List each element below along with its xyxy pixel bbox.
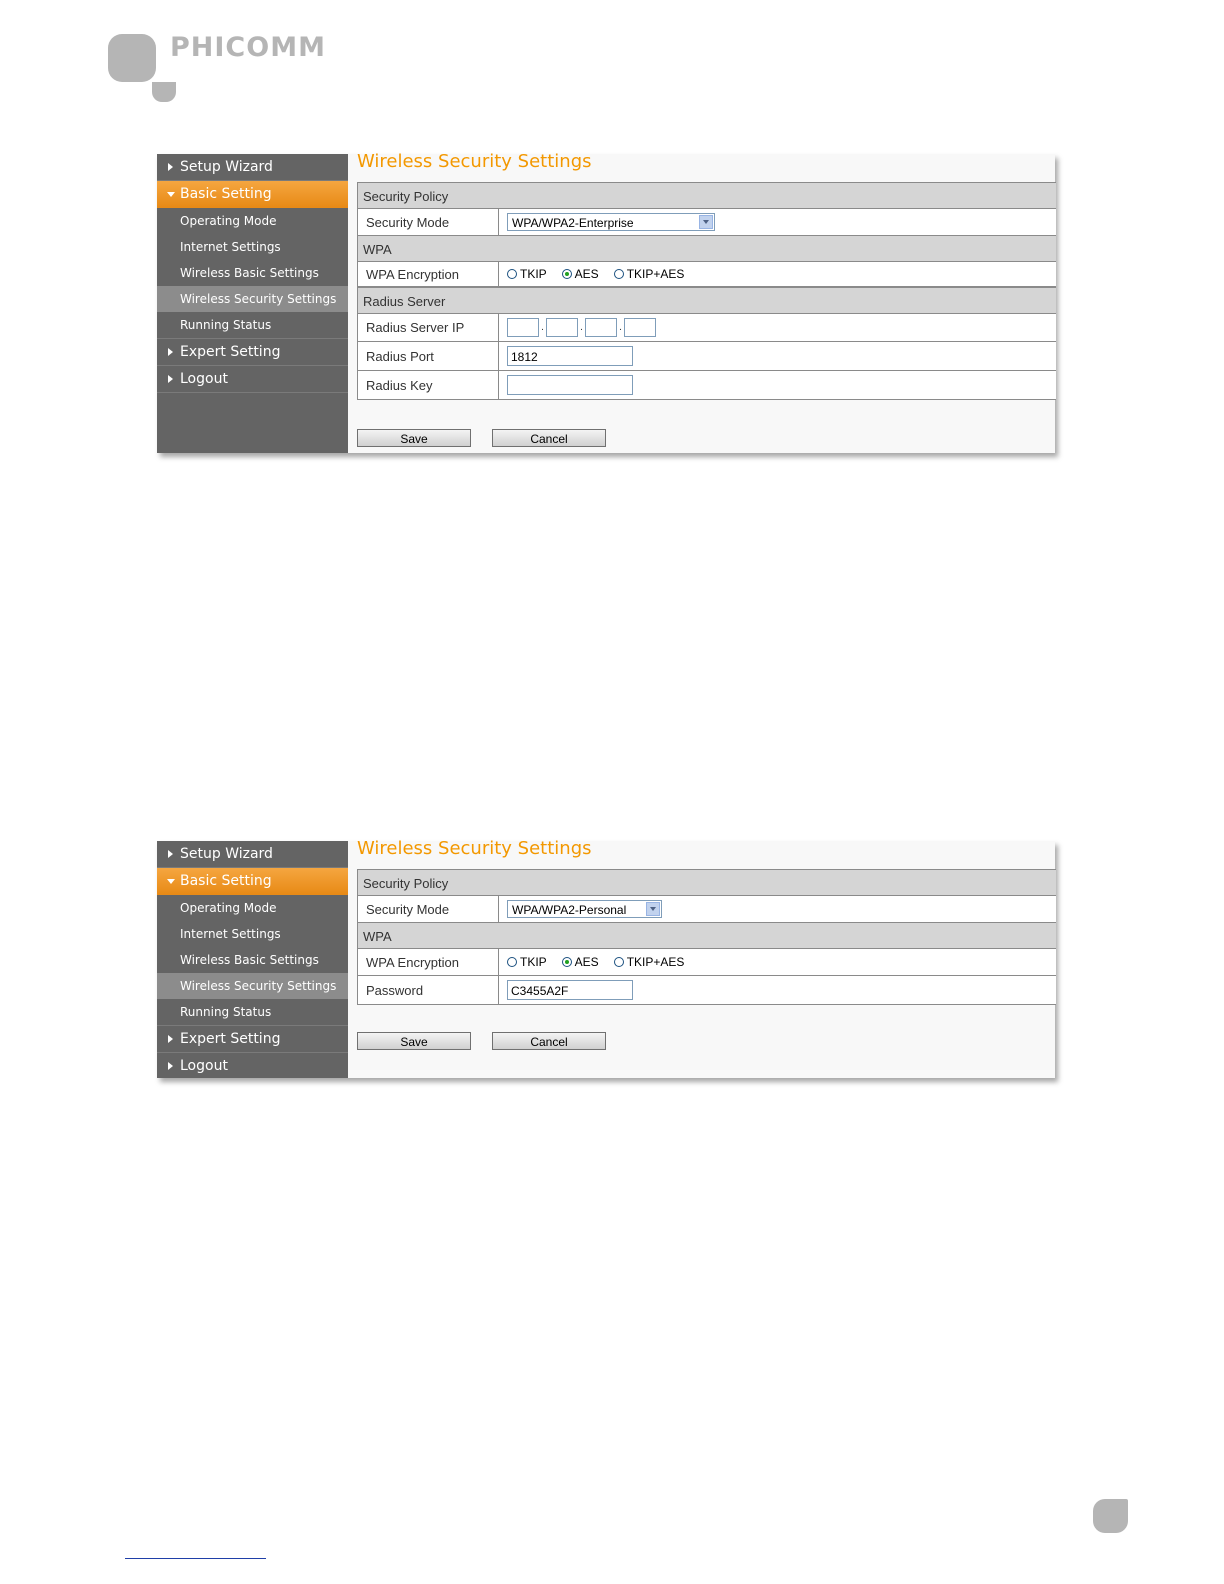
nav-wireless-basic-settings[interactable]: Wireless Basic Settings — [180, 953, 319, 967]
security-mode-value: WPA/WPA2-Personal — [512, 903, 627, 917]
sidebar — [157, 841, 348, 1078]
logo-text: PHICOMM — [170, 32, 326, 63]
radio-tkip-aes-label: TKIP+AES — [626, 267, 685, 281]
radio-tkip-label: TKIP — [520, 267, 547, 281]
nav-label: Basic Setting — [180, 186, 272, 202]
nav-wireless-basic-settings[interactable]: Wireless Basic Settings — [180, 266, 319, 280]
router-panel-personal — [157, 838, 1055, 1078]
security-mode-label: Security Mode — [358, 896, 499, 922]
wpa-encryption-label: WPA Encryption — [358, 949, 499, 975]
ip-separator: . — [541, 322, 544, 333]
password-label: Password — [358, 976, 499, 1004]
radius-ip-octet-1[interactable] — [507, 318, 539, 337]
nav-label: Setup Wizard — [180, 846, 273, 862]
nav-setup-wizard[interactable] — [157, 154, 348, 181]
nav-basic-setting[interactable] — [157, 868, 348, 895]
radius-port-input[interactable]: 1812 — [507, 346, 633, 366]
cancel-button[interactable]: Cancel — [492, 429, 606, 447]
settings-table — [357, 869, 1056, 1005]
radius-port-label: Radius Port — [358, 342, 499, 370]
radius-ip-octet-3[interactable] — [585, 318, 617, 337]
radius-ip-octet-2[interactable] — [546, 318, 578, 337]
caret-right-icon — [168, 850, 173, 858]
radio-tkip[interactable] — [507, 269, 517, 279]
row-security-mode — [358, 209, 1056, 236]
security-mode-value: WPA/WPA2-Enterprise — [512, 216, 634, 230]
nav-logout[interactable] — [157, 366, 348, 393]
nav-label: Expert Setting — [180, 1031, 281, 1047]
security-mode-select[interactable] — [507, 213, 715, 231]
radius-ip-label: Radius Server IP — [358, 314, 499, 341]
nav-label: Setup Wizard — [180, 159, 273, 175]
caret-down-icon — [167, 879, 175, 884]
caret-right-icon — [168, 1035, 173, 1043]
nav-expert-setting[interactable] — [157, 1026, 348, 1053]
row-radius-ip — [358, 314, 1056, 342]
caret-right-icon — [168, 163, 173, 171]
encryption-radio-group — [507, 267, 699, 281]
save-button[interactable]: Save — [357, 429, 471, 447]
row-radius-key — [358, 371, 1056, 400]
row-wpa-encryption — [358, 949, 1056, 976]
nav-label: Basic Setting — [180, 873, 272, 889]
cancel-button[interactable]: Cancel — [492, 1032, 606, 1050]
radio-tkip-aes[interactable] — [614, 269, 624, 279]
nav-label: Logout — [180, 371, 228, 387]
chevron-down-icon[interactable] — [646, 902, 660, 916]
page-corner-tab — [1093, 1499, 1128, 1533]
nav-expert-setting[interactable] — [157, 339, 348, 366]
ip-separator: . — [619, 322, 622, 333]
settings-table — [357, 182, 1056, 400]
nav-wireless-security-settings[interactable]: Wireless Security Settings — [157, 973, 348, 999]
nav-wireless-security-settings[interactable]: Wireless Security Settings — [157, 286, 348, 312]
radio-aes[interactable] — [562, 957, 572, 967]
nav-label: Expert Setting — [180, 344, 281, 360]
radio-tkip-label: TKIP — [520, 955, 547, 969]
encryption-radio-group — [507, 955, 699, 969]
page-title: Wireless Security Settings — [357, 838, 592, 859]
nav-operating-mode[interactable]: Operating Mode — [180, 214, 277, 228]
logo-mark — [108, 34, 156, 82]
page-title: Wireless Security Settings — [357, 151, 592, 172]
radius-key-label: Radius Key — [358, 371, 499, 399]
nav-running-status[interactable]: Running Status — [157, 999, 348, 1026]
section-security-policy: Security Policy — [358, 869, 1056, 896]
save-button[interactable]: Save — [357, 1032, 471, 1050]
radio-aes[interactable] — [562, 269, 572, 279]
radio-aes-label: AES — [574, 955, 599, 969]
footer-link-underline — [125, 1558, 266, 1559]
caret-right-icon — [168, 1062, 173, 1070]
radius-ip-octet-4[interactable] — [624, 318, 656, 337]
nav-operating-mode[interactable]: Operating Mode — [180, 901, 277, 915]
nav-internet-settings[interactable]: Internet Settings — [180, 240, 281, 254]
content — [357, 838, 1055, 1078]
nav-setup-wizard[interactable] — [157, 841, 348, 868]
row-radius-port — [358, 342, 1056, 371]
password-input[interactable]: C3455A2F — [507, 980, 633, 1000]
radio-tkip-aes[interactable] — [614, 957, 624, 967]
caret-down-icon — [167, 192, 175, 197]
row-wpa-encryption — [358, 262, 1056, 287]
nav-logout[interactable] — [157, 1053, 348, 1079]
radio-tkip[interactable] — [507, 957, 517, 967]
radio-aes-label: AES — [574, 267, 599, 281]
caret-right-icon — [168, 348, 173, 356]
wpa-encryption-label: WPA Encryption — [358, 262, 499, 286]
ip-separator: . — [580, 322, 583, 333]
section-security-policy: Security Policy — [358, 182, 1056, 209]
section-wpa: WPA — [358, 923, 1056, 949]
security-mode-select[interactable] — [507, 900, 662, 918]
logo-mark-tail — [152, 82, 176, 102]
radio-tkip-aes-label: TKIP+AES — [626, 955, 685, 969]
nav-basic-setting[interactable] — [157, 181, 348, 208]
caret-right-icon — [168, 375, 173, 383]
chevron-down-icon[interactable] — [699, 215, 713, 229]
nav-label: Logout — [180, 1058, 228, 1074]
content — [357, 151, 1055, 453]
radius-key-input[interactable] — [507, 375, 633, 395]
sidebar — [157, 154, 348, 453]
section-radius-server: Radius Server — [358, 287, 1056, 314]
security-mode-label: Security Mode — [358, 209, 499, 235]
row-password — [358, 976, 1056, 1005]
nav-internet-settings[interactable]: Internet Settings — [180, 927, 281, 941]
router-panel-enterprise — [157, 151, 1055, 453]
nav-running-status[interactable]: Running Status — [157, 312, 348, 339]
phicomm-logo — [108, 34, 338, 106]
row-security-mode — [358, 896, 1056, 923]
section-wpa: WPA — [358, 236, 1056, 262]
